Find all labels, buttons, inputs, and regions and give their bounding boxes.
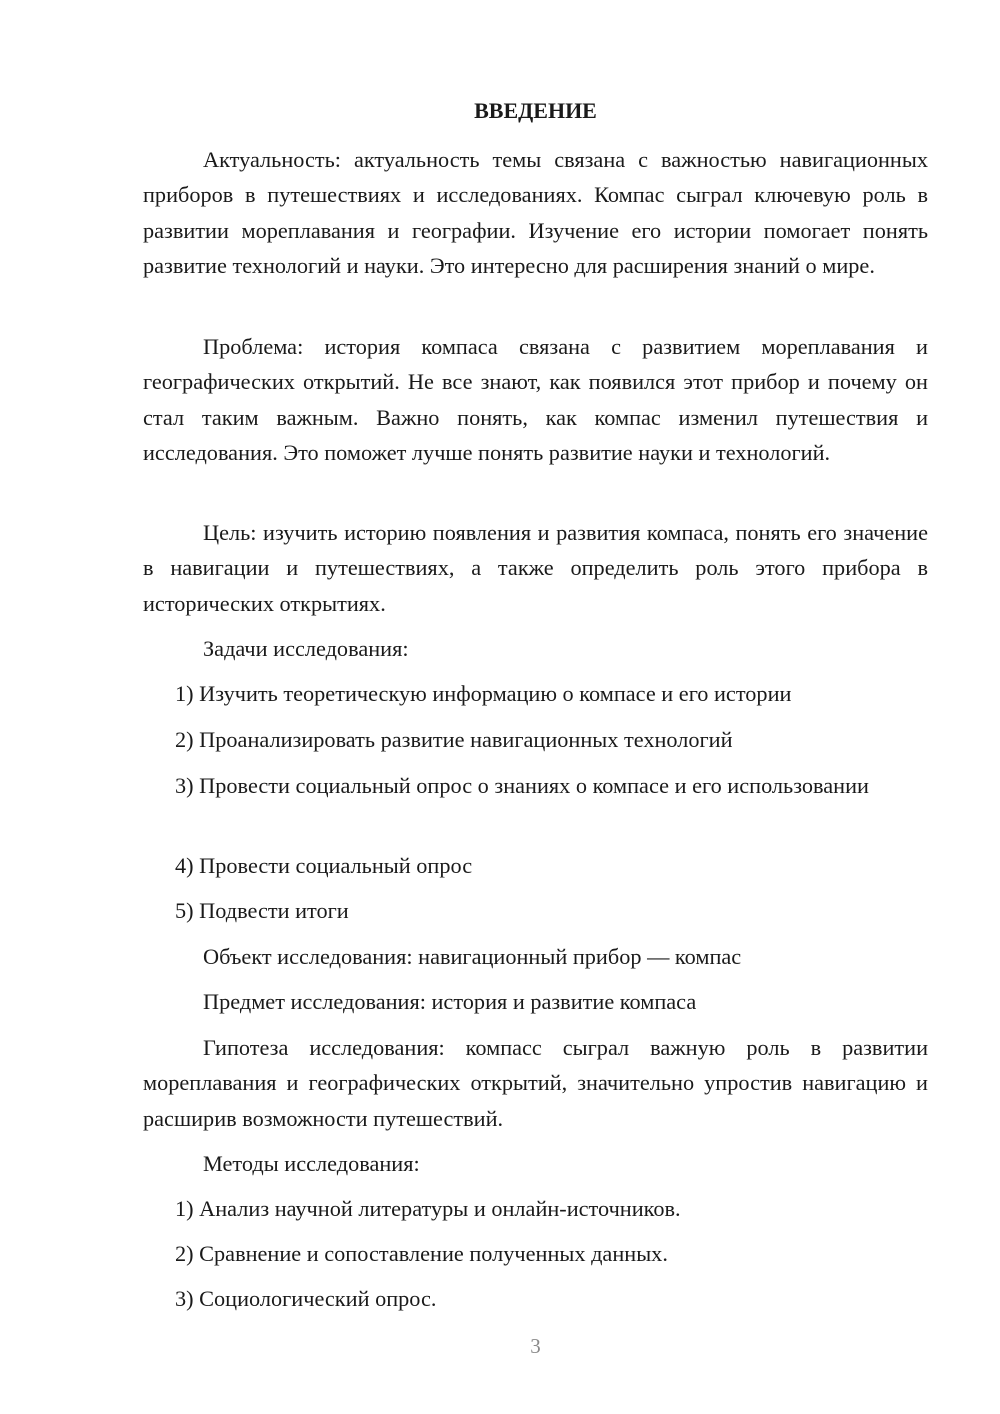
problem-paragraph: Проблема: история компаса связана с развитием мореплавания и географических открытий. Не все знают, как появился этот прибор и почему он стал таким важным. Важно понять, как компас изменил путешествия и исследования. Это поможет лучше понять развитие науки и технологий. (143, 334, 928, 465)
methods-heading: Методы исследования: (203, 1151, 420, 1176)
goal-paragraph: Цель: изучить историю появления и развития компаса, понять его значение в навигации и путешествиях, а также определить роль этого прибора в исторических открытиях. (143, 520, 928, 616)
method-item-2: 2) Сравнение и сопоставление полученных данных. (175, 1241, 668, 1266)
hypothesis-paragraph: Гипотеза исследования: компасс сыграл важную роль в развитии мореплавания и географических открытий, значительно упростив навигацию и расширив возможности путешествий. (143, 1035, 928, 1131)
object-line: Объект исследования: навигационный прибор — компас (203, 944, 742, 969)
page-number: 3 (530, 1334, 541, 1358)
relevance-paragraph: Актуальность: актуальность темы связана с важностью навигационных приборов в путешествиях и исследованиях. Компас сыграл ключевую роль в развитии мореплавания и географии. Изучение его истории помогает понять развитие технологий и науки. Это интересно для расширения знаний о мире. (143, 147, 928, 278)
task-item-5: 5) Подвести итоги (175, 898, 349, 923)
task-item-3: 3) Провести социальный опрос о знаниях о компасе и его использовании (175, 773, 869, 798)
task-item-2: 2) Проанализировать развитие навигационных технологий (175, 727, 733, 752)
method-item-3: 3) Социологический опрос. (175, 1286, 437, 1311)
subject-line: Предмет исследования: история и развитие компаса (203, 989, 697, 1014)
tasks-heading: Задачи исследования: (203, 636, 409, 661)
document-page (143, 0, 928, 1414)
task-item-1: 1) Изучить теоретическую информацию о компасе и его истории (175, 681, 792, 706)
task-item-4: 4) Провести социальный опрос (175, 853, 473, 878)
method-item-1: 1) Анализ научной литературы и онлайн-источников. (175, 1196, 681, 1221)
page-title: ВВЕДЕНИЕ (474, 98, 597, 123)
